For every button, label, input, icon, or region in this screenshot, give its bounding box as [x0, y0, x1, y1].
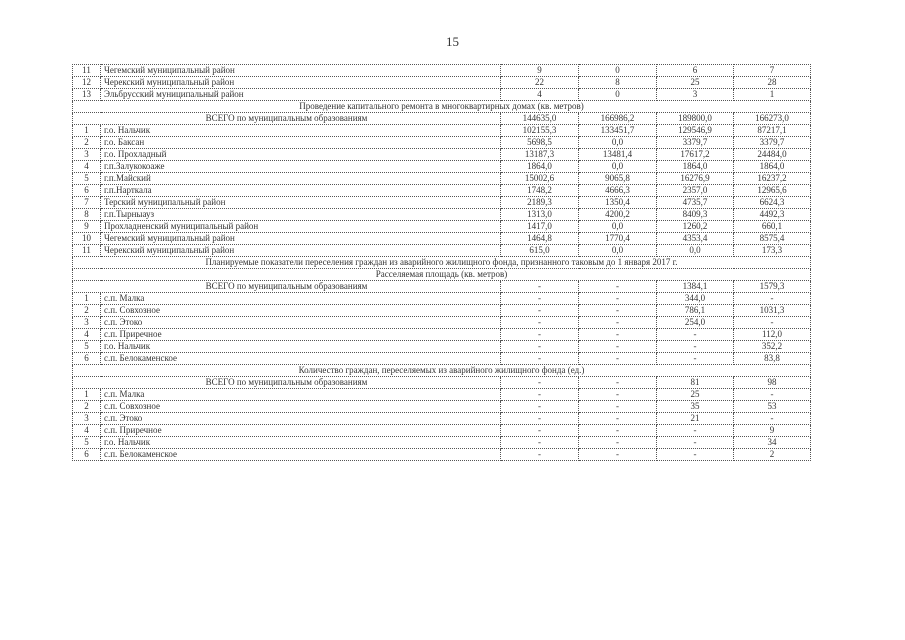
page-number: 15 [446, 34, 459, 49]
table-row [73, 209, 811, 221]
section-title-row [73, 365, 811, 377]
row-number: 1 [73, 389, 101, 401]
row-value: - [579, 353, 657, 365]
row-value: - [579, 401, 657, 413]
row-number: 4 [73, 425, 101, 437]
row-value: - [657, 341, 734, 353]
row-value: 87217,1 [734, 125, 811, 137]
row-value: 6624,3 [734, 197, 811, 209]
table-row [73, 449, 811, 461]
total-label: ВСЕГО по муниципальным образованиям [73, 113, 501, 125]
row-number: 1 [73, 293, 101, 305]
table-row [73, 137, 811, 149]
table-row [73, 413, 811, 425]
row-value: 25 [657, 389, 734, 401]
row-value: 0,0 [579, 137, 657, 149]
total-value: 144635,0 [501, 113, 579, 125]
row-number: 10 [73, 233, 101, 245]
table-row [73, 341, 811, 353]
row-value: - [501, 329, 579, 341]
row-value: - [501, 293, 579, 305]
table-row [73, 65, 811, 77]
row-value: 0,0 [579, 221, 657, 233]
table-row [73, 293, 811, 305]
row-value: 17617,2 [657, 149, 734, 161]
row-value: - [579, 449, 657, 461]
row-value: 4735,7 [657, 197, 734, 209]
row-value: 0,0 [579, 245, 657, 257]
row-value: 1770,4 [579, 233, 657, 245]
row-value: 2 [734, 449, 811, 461]
row-value: 13187,3 [501, 149, 579, 161]
row-value: 1 [734, 89, 811, 101]
row-value: 35 [657, 401, 734, 413]
row-value: - [501, 353, 579, 365]
row-number: 5 [73, 437, 101, 449]
row-name: Черекский муниципальный район [101, 77, 501, 89]
row-name: с.п. Приречное [101, 425, 501, 437]
row-name: с.п. Приречное [101, 329, 501, 341]
row-number: 7 [73, 197, 101, 209]
row-value: 1313,0 [501, 209, 579, 221]
table-row [73, 317, 811, 329]
row-value: 9 [501, 65, 579, 77]
row-value: 0 [579, 65, 657, 77]
row-name: с.п. Этоко [101, 317, 501, 329]
row-name: Чегемский муниципальный район [101, 65, 501, 77]
table-row [73, 353, 811, 365]
total-value: - [501, 377, 579, 389]
table-row [73, 437, 811, 449]
row-value: 5698,5 [501, 137, 579, 149]
row-name: Прохладненский муниципальный район [101, 221, 501, 233]
row-value: - [501, 425, 579, 437]
row-value: 13481,4 [579, 149, 657, 161]
row-number: 13 [73, 89, 101, 101]
row-value: - [501, 449, 579, 461]
total-value: 166273,0 [734, 113, 811, 125]
row-value: 9065,8 [579, 173, 657, 185]
row-name: г.п.Залукокоаже [101, 161, 501, 173]
row-number: 2 [73, 401, 101, 413]
row-value: - [657, 437, 734, 449]
row-value: 1864,0 [734, 161, 811, 173]
row-value: 4353,4 [657, 233, 734, 245]
row-value: 8409,3 [657, 209, 734, 221]
row-value: - [734, 413, 811, 425]
section-title: Проведение капитального ремонта в многоквартирных домах (кв. метров) [73, 101, 811, 113]
total-value: 1384,1 [657, 281, 734, 293]
row-name: с.п. Этоко [101, 413, 501, 425]
row-number: 12 [73, 77, 101, 89]
table-row [73, 77, 811, 89]
total-value: 166986,2 [579, 113, 657, 125]
row-value: 1350,4 [579, 197, 657, 209]
section-title: Количество граждан, переселяемых из аварийного жилищного фонда (ед.) [73, 365, 811, 377]
row-number: 2 [73, 305, 101, 317]
section-title-row [73, 257, 811, 269]
table-row [73, 329, 811, 341]
row-value: - [734, 293, 811, 305]
row-value: - [501, 401, 579, 413]
section-title: Планируемые показатели переселения граждан из аварийного жилищного фонда, признанного таковым до 1 января 2017 г. [73, 257, 811, 269]
row-value: 1464,8 [501, 233, 579, 245]
table-row [73, 401, 811, 413]
row-number: 11 [73, 245, 101, 257]
total-value: 1579,3 [734, 281, 811, 293]
row-value: - [501, 341, 579, 353]
row-value: - [734, 317, 811, 329]
row-value: - [501, 389, 579, 401]
row-name: г.о. Нальчик [101, 437, 501, 449]
row-value: - [501, 413, 579, 425]
row-number: 5 [73, 341, 101, 353]
row-value: 0,0 [579, 161, 657, 173]
table-row [73, 125, 811, 137]
row-value: 1864,0 [501, 161, 579, 173]
row-value: 22 [501, 77, 579, 89]
section-title-row [73, 101, 811, 113]
total-label: ВСЕГО по муниципальным образованиям [73, 377, 501, 389]
table-row [73, 149, 811, 161]
row-value: 133451,7 [579, 125, 657, 137]
table-row [73, 173, 811, 185]
row-value: 352,2 [734, 341, 811, 353]
row-value: 53 [734, 401, 811, 413]
row-value: 25 [657, 77, 734, 89]
row-value: - [579, 305, 657, 317]
row-value: - [579, 341, 657, 353]
row-name: Терский муниципальный район [101, 197, 501, 209]
row-value: - [501, 437, 579, 449]
total-value: 189800,0 [657, 113, 734, 125]
row-name: с.п. Белокаменское [101, 449, 501, 461]
table-row [73, 245, 811, 257]
row-value: 129546,9 [657, 125, 734, 137]
row-value: 102155,3 [501, 125, 579, 137]
total-row [73, 377, 811, 389]
row-value: - [579, 389, 657, 401]
row-value: 24484,0 [734, 149, 811, 161]
row-number: 1 [73, 125, 101, 137]
row-value: - [734, 389, 811, 401]
row-value: 16276,9 [657, 173, 734, 185]
row-name: г.о. Баксан [101, 137, 501, 149]
row-value: 254,0 [657, 317, 734, 329]
table-row [73, 233, 811, 245]
row-number: 6 [73, 353, 101, 365]
row-value: 2189,3 [501, 197, 579, 209]
row-value: 1864,0 [657, 161, 734, 173]
table-row [73, 221, 811, 233]
row-value: - [657, 449, 734, 461]
row-name: с.п. Совхозное [101, 305, 501, 317]
row-value: 7 [734, 65, 811, 77]
row-number: 8 [73, 209, 101, 221]
row-value: - [579, 293, 657, 305]
row-name: г.о. Нальчик [101, 125, 501, 137]
row-value: 4200,2 [579, 209, 657, 221]
row-value: 173,3 [734, 245, 811, 257]
row-value: - [579, 425, 657, 437]
row-number: 4 [73, 329, 101, 341]
row-value: 15002,6 [501, 173, 579, 185]
row-value: 21 [657, 413, 734, 425]
total-value: 81 [657, 377, 734, 389]
total-value: 98 [734, 377, 811, 389]
row-number: 2 [73, 137, 101, 149]
row-name: с.п. Малка [101, 389, 501, 401]
row-name: г.о. Нальчик [101, 341, 501, 353]
row-name: г.п.Майский [101, 173, 501, 185]
row-value: - [579, 329, 657, 341]
row-number: 3 [73, 149, 101, 161]
data-table [72, 64, 811, 461]
row-value: 1748,2 [501, 185, 579, 197]
row-value: 1031,3 [734, 305, 811, 317]
table-body [73, 65, 811, 461]
row-value: - [657, 329, 734, 341]
table-row [73, 89, 811, 101]
row-value: 615,0 [501, 245, 579, 257]
row-value: 0,0 [657, 245, 734, 257]
row-number: 11 [73, 65, 101, 77]
row-value: 344,0 [657, 293, 734, 305]
row-name: Чегемский муниципальный район [101, 233, 501, 245]
row-name: г.п.Нарткала [101, 185, 501, 197]
row-value: - [501, 305, 579, 317]
row-number: 3 [73, 413, 101, 425]
row-value: 660,1 [734, 221, 811, 233]
row-value: 3379,7 [734, 137, 811, 149]
row-value: - [657, 353, 734, 365]
row-value: 83,8 [734, 353, 811, 365]
row-value: 12965,6 [734, 185, 811, 197]
row-value: 4492,3 [734, 209, 811, 221]
row-value: - [657, 425, 734, 437]
row-number: 5 [73, 173, 101, 185]
row-value: 2357,0 [657, 185, 734, 197]
row-value: 0 [579, 89, 657, 101]
total-value: - [501, 281, 579, 293]
table-row [73, 305, 811, 317]
row-value: 9 [734, 425, 811, 437]
row-value: 8 [579, 77, 657, 89]
row-number: 9 [73, 221, 101, 233]
row-value: 3 [657, 89, 734, 101]
row-value: 4666,3 [579, 185, 657, 197]
row-value: 1260,2 [657, 221, 734, 233]
table-row [73, 197, 811, 209]
row-name: Черекский муниципальный район [101, 245, 501, 257]
row-number: 6 [73, 449, 101, 461]
row-value: 16237,2 [734, 173, 811, 185]
table-row [73, 389, 811, 401]
row-value: 34 [734, 437, 811, 449]
total-row [73, 113, 811, 125]
row-value: 786,1 [657, 305, 734, 317]
row-value: 28 [734, 77, 811, 89]
total-row [73, 281, 811, 293]
row-name: г.о. Прохладный [101, 149, 501, 161]
row-value: 3379,7 [657, 137, 734, 149]
section-subtitle: Расселяемая площадь (кв. метров) [73, 269, 811, 281]
row-value: 1417,0 [501, 221, 579, 233]
row-value: 6 [657, 65, 734, 77]
row-name: с.п. Совхозное [101, 401, 501, 413]
section-subtitle-row [73, 269, 811, 281]
table-row [73, 185, 811, 197]
table-row [73, 425, 811, 437]
row-number: 4 [73, 161, 101, 173]
row-name: г.п.Тырныауз [101, 209, 501, 221]
total-value: - [579, 281, 657, 293]
row-value: - [579, 437, 657, 449]
row-value: 8575,4 [734, 233, 811, 245]
row-number: 6 [73, 185, 101, 197]
row-value: 4 [501, 89, 579, 101]
row-value: - [579, 413, 657, 425]
row-number: 3 [73, 317, 101, 329]
row-name: Эльбрусский муниципальный район [101, 89, 501, 101]
table-row [73, 161, 811, 173]
total-value: - [579, 377, 657, 389]
row-value: - [501, 317, 579, 329]
row-value: 112,0 [734, 329, 811, 341]
total-label: ВСЕГО по муниципальным образованиям [73, 281, 501, 293]
row-value: - [579, 317, 657, 329]
row-name: с.п. Белокаменское [101, 353, 501, 365]
row-name: с.п. Малка [101, 293, 501, 305]
